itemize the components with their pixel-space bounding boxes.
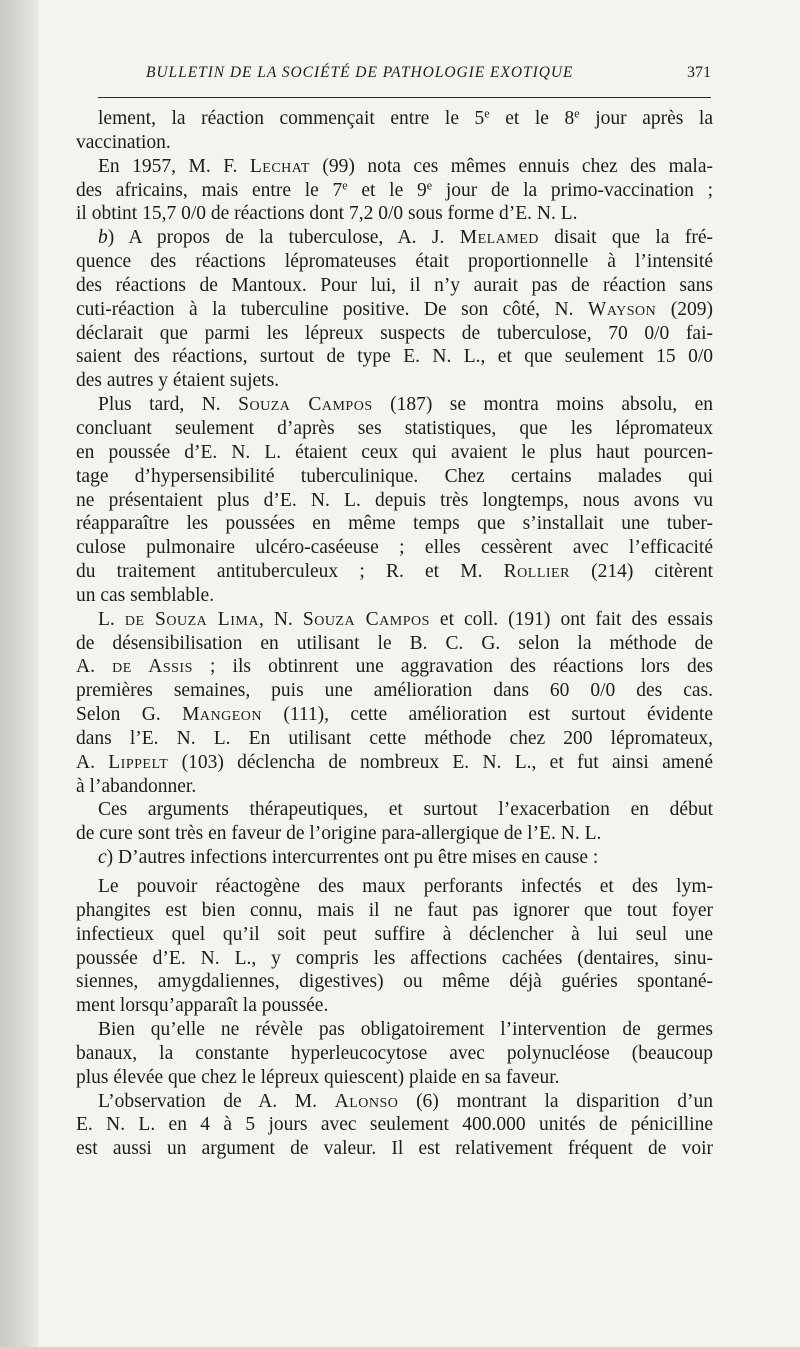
- text-segment: des autres y étaient sujets.: [76, 370, 280, 392]
- header-rule: [98, 97, 711, 98]
- text-line: [76, 202, 713, 226]
- text-line: [76, 465, 713, 489]
- paragraph: [76, 846, 713, 870]
- text-line: [76, 632, 713, 656]
- text-line: [76, 798, 713, 822]
- text-line: [76, 417, 713, 441]
- text-segment: culose pulmonaire ulcéro-caséeuse ; elles cessèrent avec l’efficacité: [76, 537, 713, 559]
- text-line: [76, 298, 713, 322]
- text-line: [76, 536, 713, 560]
- text-line: [76, 703, 713, 727]
- text-segment: est aussi un argument de valeur. Il est relativement fréquent de voir: [76, 1138, 713, 1160]
- text-segment: du traitement antituberculeux ; R. et M.: [76, 561, 504, 583]
- text-line: [76, 345, 713, 369]
- text-segment: A.: [76, 751, 109, 773]
- paragraph: [76, 1018, 713, 1090]
- author-name: de Assis: [112, 656, 193, 678]
- text-segment: L’observation de A. M.: [98, 1090, 335, 1112]
- text-line: [76, 512, 713, 536]
- text-segment: vaccination.: [76, 131, 171, 153]
- text-line: [76, 322, 713, 346]
- text-segment: des africains, mais entre le 7: [76, 179, 343, 201]
- text-line: [76, 489, 713, 513]
- page-header: [146, 64, 711, 86]
- text-line: [76, 369, 713, 393]
- text-segment: ) A propos de la tuberculose, A. J.: [107, 227, 460, 249]
- text-segment: et le 8: [489, 108, 575, 129]
- text-segment: et coll. (191) ont fait des essais: [429, 608, 713, 630]
- text-segment: (209): [656, 298, 713, 320]
- text-segment: tage d’hypersensibilité tuberculinique. Chez certains malades qui: [76, 465, 713, 487]
- paragraph: [76, 608, 713, 799]
- text-segment: cuti-réaction à la tuberculine positive. De son côté, N.: [76, 298, 588, 320]
- text-segment: jour de la primo-vaccination ;: [432, 179, 713, 201]
- author-name: Melamed: [459, 227, 539, 249]
- text-segment: E. N. L. en 4 à 5 jours avec seulement 400.000 unités de pénicilline: [76, 1114, 713, 1136]
- section-letter: b: [98, 227, 108, 249]
- text-line: [76, 970, 713, 994]
- paragraph: [76, 875, 713, 1018]
- author-name: Wayson: [587, 298, 657, 320]
- text-segment: , N.: [258, 608, 303, 630]
- text-segment: (214) citèrent: [569, 561, 714, 583]
- text-segment: déclarait que parmi les lépreux suspects de tuberculose, 70 0/0 fai-: [76, 322, 713, 344]
- text-segment: Plus tard, N.: [98, 394, 239, 416]
- author-name: Alonso: [334, 1090, 399, 1112]
- text-line: [76, 923, 713, 947]
- text-segment: ne présentaient plus d’E. N. L. depuis très longtemps, nous avons vu: [76, 489, 713, 511]
- text-segment: infectieux quel qu’il soit peut suffire à déclencher à lui seul une: [76, 923, 713, 945]
- text-line: [76, 775, 713, 799]
- text-segment: Bien qu’elle ne révèle pas obligatoirement l’intervention de germes: [98, 1019, 713, 1041]
- text-line: [76, 875, 713, 899]
- text-segment: (187) se montra moins absolu, en: [372, 394, 713, 416]
- text-line: [76, 250, 713, 274]
- author-name: Mangeon: [182, 704, 263, 726]
- page-number: 371: [687, 64, 711, 81]
- text-segment: un cas semblable.: [76, 584, 215, 606]
- text-line: [76, 131, 713, 155]
- paragraph: [76, 107, 713, 155]
- text-line: [76, 1018, 713, 1042]
- text-segment: concluant seulement d’après ses statistiques, que les lépromateux: [76, 417, 713, 439]
- author-name: Lippelt: [108, 751, 169, 773]
- text-segment: à l’abandonner.: [76, 775, 197, 797]
- text-segment: des réactions de Mantoux. Pour lui, il n’y aurait pas de réaction sans: [76, 274, 713, 296]
- text-segment: (103) déclencha de nombreux E. N. L., et fut ainsi amené: [168, 751, 713, 773]
- text-segment: réapparaître les poussées en même temps que s’installait une tuber-: [76, 513, 713, 535]
- text-segment: poussée d’E. N. L., y compris les affections cachées (dentaires, sinu-: [76, 947, 713, 969]
- superscript: e: [426, 177, 433, 192]
- text-segment: dans l’E. N. L. En utilisant cette méthode chez 200 lépromateux,: [76, 727, 713, 749]
- text-line: [76, 1113, 713, 1137]
- text-line: [76, 393, 713, 417]
- text-segment: banaux, la constante hyperleucocytose avec polynucléose (beaucoup: [76, 1042, 713, 1064]
- text-segment: lement, la réaction commençait entre le 5: [98, 108, 485, 129]
- text-line: [76, 947, 713, 971]
- text-segment: saient des réactions, surtout de type E. N. L., et que seulement 15 0/0: [76, 346, 713, 368]
- text-segment: jour après la: [579, 108, 713, 129]
- text-segment: En 1957, M. F.: [98, 155, 250, 177]
- text-line: [76, 846, 713, 870]
- author-name: Rollier: [503, 561, 570, 583]
- text-line: [76, 1090, 713, 1114]
- text-segment: Selon G.: [76, 704, 183, 726]
- text-line: [76, 179, 713, 203]
- author-name: de Souza Lima: [124, 608, 259, 630]
- text-segment: ) D’autres infections intercurrentes ont pu être mises en cause :: [106, 847, 599, 869]
- superscript: e: [484, 106, 490, 121]
- text-line: [76, 1137, 713, 1161]
- text-segment: il obtint 15,7 0/0 de réactions dont 7,2 0/0 sous forme d’E. N. L.: [76, 203, 578, 225]
- text-segment: phangites est bien connu, mais il ne faut pas ignorer que tout foyer: [76, 899, 713, 921]
- text-line: [76, 899, 713, 923]
- text-line: [76, 584, 713, 608]
- running-title: BULLETIN DE LA SOCIÉTÉ DE PATHOLOGIE EXOTIQUE: [146, 64, 574, 81]
- text-line: [76, 155, 713, 179]
- section-letter: c: [98, 847, 107, 869]
- text-line: [76, 822, 713, 846]
- text-segment: en poussée d’E. N. L. étaient ceux qui avaient le plus haut pourcen-: [76, 441, 713, 463]
- text-segment: Le pouvoir réactogène des maux perforants infectés et des lym-: [98, 876, 713, 897]
- text-segment: quence des réactions lépromateuses était proportionnelle à l’intensité: [76, 251, 713, 273]
- text-segment: (111), cette amélioration est surtout évidente: [262, 704, 713, 726]
- text-segment: premières semaines, puis une amélioration dans 60 0/0 des cas.: [76, 680, 713, 702]
- text-line: [76, 727, 713, 751]
- text-line: [76, 608, 713, 632]
- text-line: [76, 994, 713, 1018]
- text-segment: siennes, amygdaliennes, digestives) ou même déjà guéries spontané-: [76, 971, 713, 993]
- text-segment: Ces arguments thérapeutiques, et surtout l’exacerbation en début: [98, 799, 713, 821]
- text-segment: L.: [98, 608, 125, 630]
- text-line: [76, 1066, 713, 1090]
- text-line: [76, 441, 713, 465]
- text-segment: de cure sont très en faveur de l’origine para-allergique de l’E. N. L.: [76, 823, 602, 845]
- text-line: [76, 751, 713, 775]
- text-segment: de désensibilisation en utilisant le B. C. G. selon la méthode de: [76, 632, 713, 654]
- text-segment: disait que la fré-: [538, 227, 713, 249]
- author-name: Souza Campos: [238, 394, 373, 416]
- paragraph: [76, 226, 713, 393]
- text-line: [76, 107, 713, 131]
- text-line: [76, 274, 713, 298]
- text-segment: ment lorsqu’apparaît la poussée.: [76, 995, 329, 1017]
- superscript: e: [574, 106, 580, 121]
- text-line: [76, 655, 713, 679]
- text-segment: et le 9: [347, 179, 427, 201]
- text-segment: plus élevée que chez le lépreux quiescent) plaide en sa faveur.: [76, 1066, 560, 1088]
- author-name: Lechat: [249, 155, 310, 177]
- text-segment: (99) nota ces mêmes ennuis chez des mala-: [309, 155, 713, 177]
- paragraph: [76, 1090, 713, 1162]
- body-text: [76, 107, 713, 1161]
- page-gutter-shadow: [0, 0, 38, 1347]
- text-segment: ; ils obtinrent une aggravation des réactions lors des: [192, 656, 713, 678]
- paragraph: [76, 393, 713, 608]
- text-line: [76, 679, 713, 703]
- text-segment: A.: [76, 656, 113, 678]
- text-line: [76, 560, 713, 584]
- text-line: [76, 226, 713, 250]
- author-name: Souza Campos: [302, 608, 430, 630]
- paragraph: [76, 798, 713, 846]
- paragraph: [76, 155, 713, 227]
- text-segment: (6) montrant la disparition d’un: [398, 1090, 713, 1112]
- text-line: [76, 1042, 713, 1066]
- superscript: e: [342, 177, 348, 192]
